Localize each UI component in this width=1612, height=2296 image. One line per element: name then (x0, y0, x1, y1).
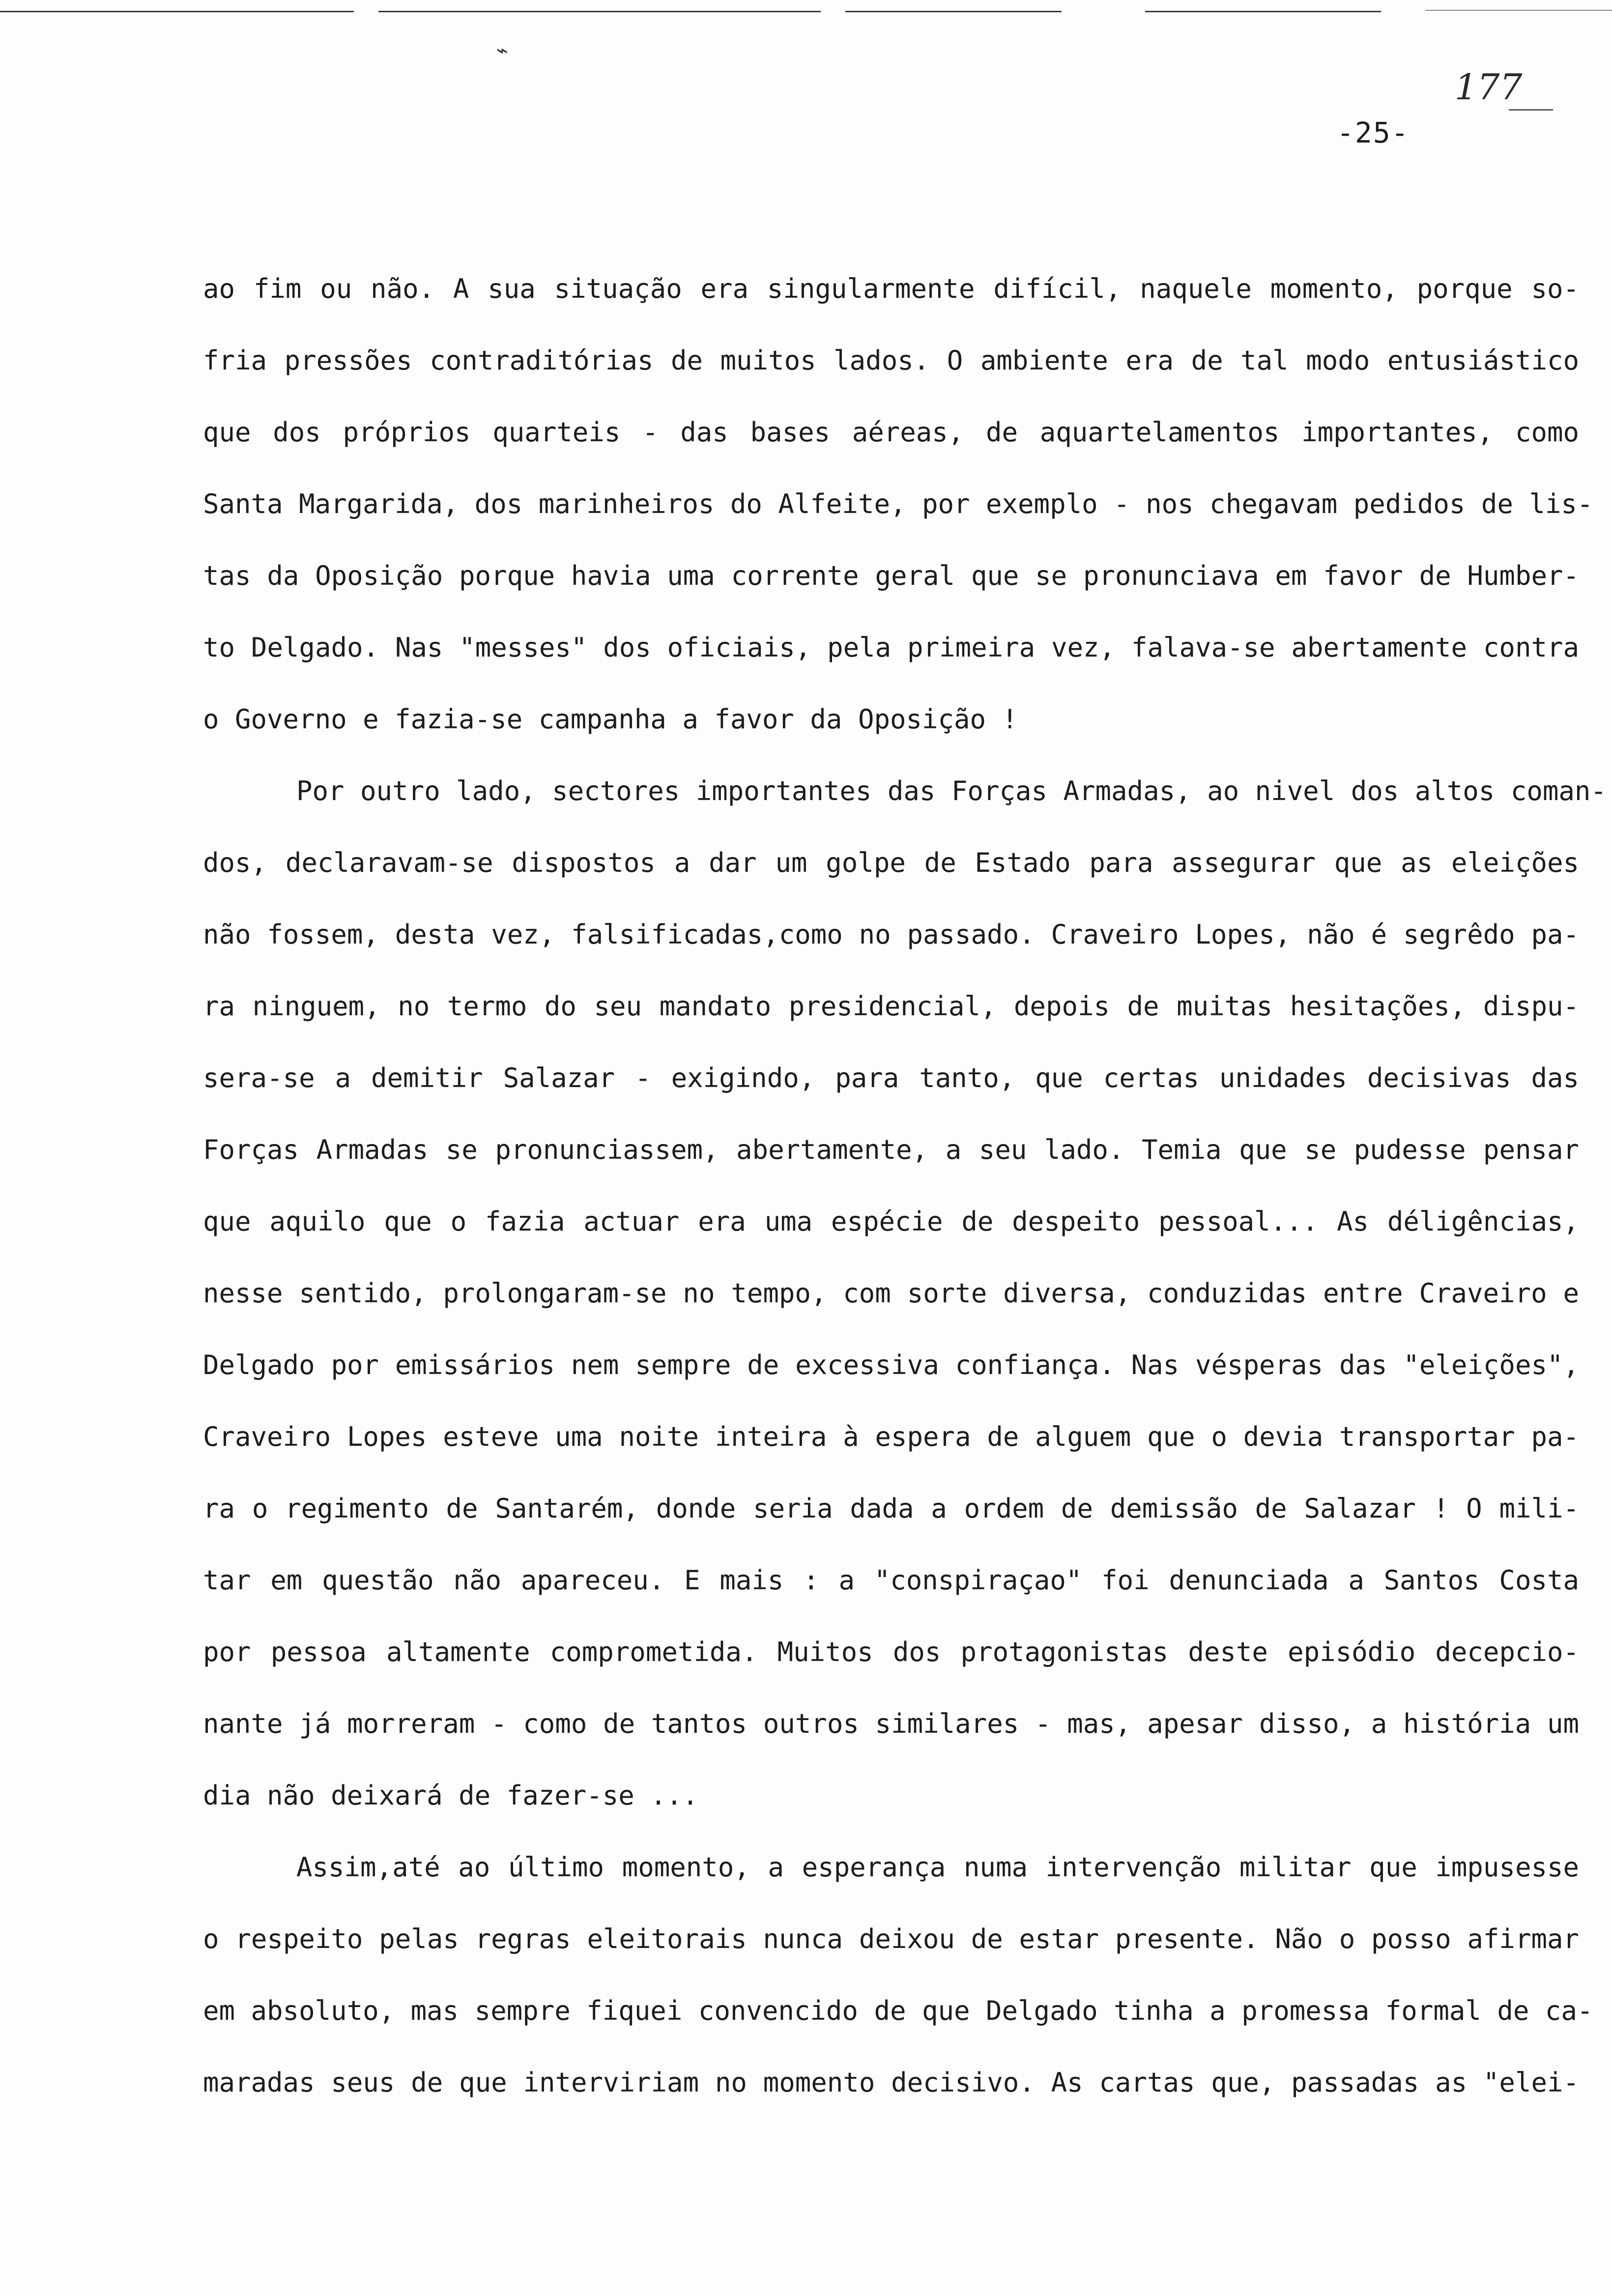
text-line: fria pressões contraditórias de muitos lados. O ambiente era de tal modo entusiástico (203, 345, 1579, 376)
scan-rule (845, 11, 1062, 12)
text-line: tas da Oposição porque havia uma corrente geral que se pronunciava em favor de Humber- (203, 560, 1579, 591)
text-line: o respeito pelas regras eleitorais nunca deixou de estar presente. Não o posso afirmar (203, 1923, 1579, 1954)
text-line: dos, declaravam-se dispostos a dar um golpe de Estado para assegurar que as eleições (203, 847, 1579, 878)
text-line: ra o regimento de Santarém, donde seria dada a ordem de demissão de Salazar ! O mili- (203, 1493, 1579, 1524)
text-line: ao fim ou não. A sua situação era singularmente difícil, naquele momento, porque so- (203, 273, 1579, 304)
scan-rule (1425, 10, 1612, 11)
text-line: sera-se a demitir Salazar - exigindo, para tanto, que certas unidades decisivas das (203, 1062, 1579, 1093)
scan-rule (1145, 11, 1381, 12)
text-line: Delgado por emissários nem sempre de excessiva confiança. Nas vésperas das "eleições", (203, 1349, 1579, 1380)
body-text (203, 253, 1607, 2119)
text-line: que dos próprios quarteis - das bases aéreas, de aquartelamentos importantes, como (203, 417, 1579, 448)
text-line: Assim,até ao último momento, a esperança numa intervenção militar que impusesse (296, 1852, 1579, 1883)
text-line: que aquilo que o fazia actuar era uma espécie de despeito pessoal... As déligências, (203, 1206, 1579, 1237)
text-line: maradas seus de que interviriam no momento decisivo. As cartas que, passadas as "elei- (203, 2067, 1579, 2098)
text-line: tar em questão não apareceu. E mais : a "conspiraçao" foi denunciada a Santos Costa (203, 1565, 1579, 1596)
folio-number: 177 (1455, 66, 1523, 108)
text-line: ra ninguem, no termo do seu mandato presidencial, depois de muitas hesitações, dispu- (203, 991, 1579, 1022)
text-line: Craveiro Lopes esteve uma noite inteira à espera de alguem que o devia transportar pa- (203, 1421, 1579, 1452)
text-line: o Governo e fazia-se campanha a favor da Oposição ! (203, 704, 1018, 735)
text-line: não fossem, desta vez, falsificadas,como no passado. Craveiro Lopes, não é segrêdo pa- (203, 919, 1579, 950)
folio-underline (1509, 109, 1553, 111)
text-line: em absoluto, mas sempre fiquei convencido de que Delgado tinha a promessa formal de ca- (203, 1995, 1593, 2026)
text-line: nesse sentido, prolongaram-se no tempo, com sorte diversa, conduzidas entre Craveiro e (203, 1278, 1579, 1309)
stray-mark: ⌁ (496, 39, 509, 62)
text-line: Santa Margarida, dos marinheiros do Alfeite, por exemplo - nos chegavam pedidos de lis- (203, 488, 1593, 519)
scan-rule (0, 11, 354, 12)
text-line: dia não deixará de fazer-se ... (203, 1780, 698, 1811)
text-line: to Delgado. Nas "messes" dos oficiais, pela primeira vez, falava-se abertamente contra (203, 632, 1579, 663)
scan-rule (378, 11, 821, 12)
text-line: Por outro lado, sectores importantes das Forças Armadas, ao nivel dos altos coman- (296, 775, 1607, 806)
page-number: -25- (1337, 116, 1410, 149)
text-line: nante já morreram - como de tantos outros similares - mas, apesar disso, a história um (203, 1708, 1579, 1739)
text-line: Forças Armadas se pronunciassem, abertamente, a seu lado. Temia que se pudesse pensar (203, 1134, 1579, 1165)
text-line: por pessoa altamente comprometida. Muitos dos protagonistas deste episódio decepcio- (203, 1636, 1579, 1667)
